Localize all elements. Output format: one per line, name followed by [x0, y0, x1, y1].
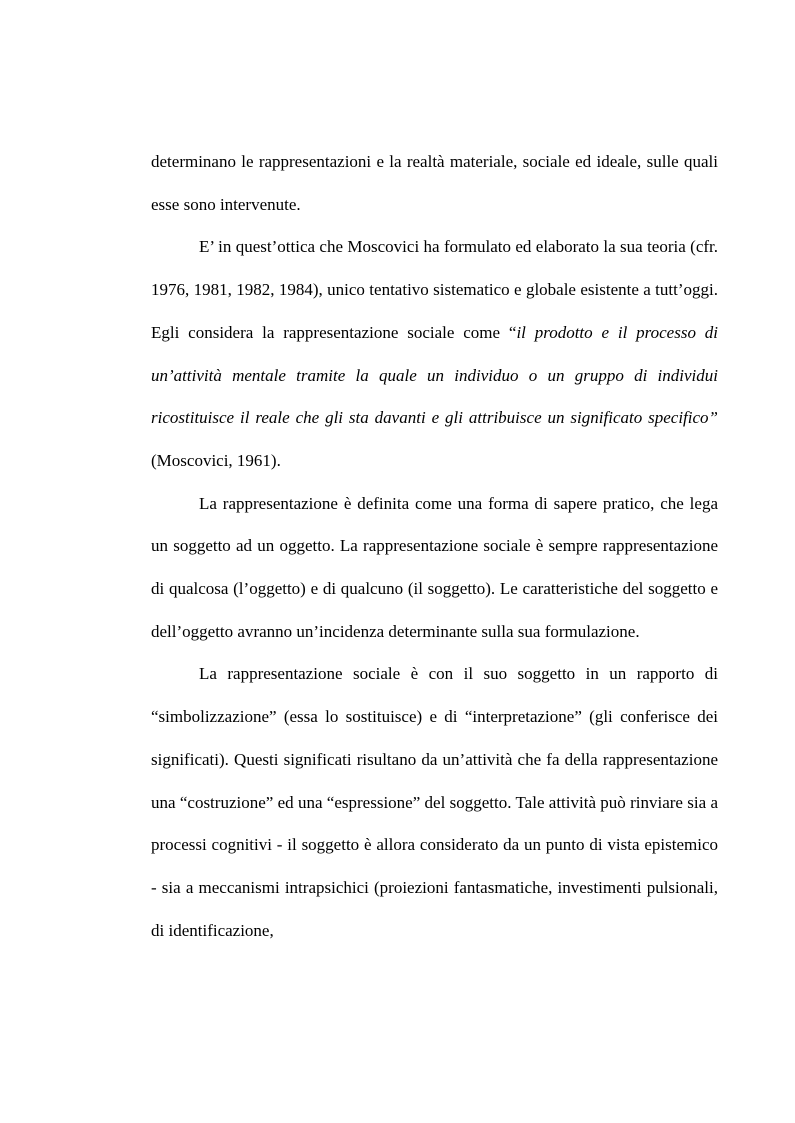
- paragraph-2-text-start: E’ in quest’ottica che Moscovici ha formulato ed elaborato la sua teoria (cfr. 1976, 1981, 1982, 1984), unico tentativo sistematico e globale esistente a tutt’oggi. Egli considera la rappresentazione sociale come “: [151, 237, 718, 342]
- paragraph-3-text: La rappresentazione è definita come una forma di sapere pratico, che lega un soggetto ad un oggetto. La rappresentazione sociale è sempre rappresentazione di qualcosa (l’oggetto) e di qualcuno (il soggetto). Le caratteristiche del soggetto e dell’oggetto avranno un’incidenza determinante sulla sua formulazione.: [151, 493, 718, 641]
- paragraph-4-text: La rappresentazione sociale è con il suo soggetto in un rapporto di “simbolizzazione” (essa lo sostituisce) e di “interpretazione” (gli conferisce dei significati). Questi significati risultano da un’attività che fa della rappresentazione una “costruzione” ed una “espressione” del soggetto. Tale attività può rinviare sia a processi cognitivi - il soggetto è allora considerato da un punto di vista epistemico - sia a meccanismi intrapsichici (proiezioni fantasmatiche, investimenti pulsionali, di identificazione,: [151, 664, 718, 940]
- body-text: [151, 141, 718, 952]
- paragraph-4: [151, 653, 718, 952]
- paragraph-1-text: determinano le rappresentazioni e la realtà materiale, sociale ed ideale, sulle quali esse sono intervenute.: [151, 152, 718, 214]
- paragraph-2-quote: il prodotto e il processo di un’attività mentale tramite la quale un individuo o un gruppo di individui ricostituisce il reale che gli sta davanti e gli attribuisce un significato specifico”: [151, 322, 718, 428]
- paragraph-2-citation: (Moscovici, 1961).: [151, 450, 281, 470]
- paragraph-2: [151, 226, 718, 482]
- paragraph-3: [151, 483, 718, 654]
- paragraph-1: [151, 141, 718, 226]
